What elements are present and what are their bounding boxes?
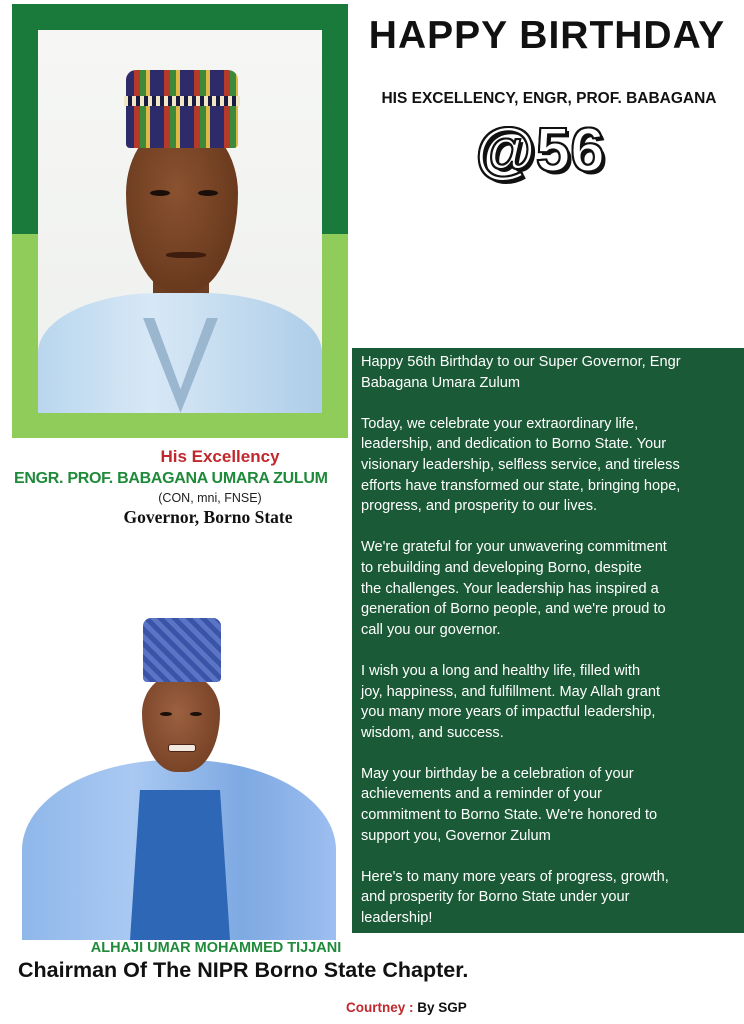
headline-age: @56 [475,116,605,185]
portrait-eye [160,712,172,716]
portrait-eye [150,190,170,196]
courtesy-label: Courtney : [346,1000,418,1015]
portrait-mouth [168,744,196,752]
portrait-mouth [166,252,206,258]
governor-honorific: His Excellency [160,447,280,466]
portrait-face [142,674,220,772]
sender-name: ALHAJI UMAR MOHAMMED TIJJANI [90,940,342,956]
sender-title: Chairman Of The NIPR Borno State Chapter. [18,958,469,982]
headline-title: HAPPY BIRTHDAY [368,14,726,57]
message-paragraph: Happy 56th Birthday to our Super Governor, Engr Babagana Umara Zulum [361,354,681,391]
message-paragraph: May your birthday be a celebration of your achievements and a reminder of your commitment to Borno State. We're honored to support you, Governor Zulum [361,765,658,844]
sender-portrait [22,612,336,940]
portrait-eye [190,712,202,716]
governor-portrait [38,30,322,413]
birthday-message-panel [352,348,744,933]
portrait-cap [143,618,221,682]
governor-role: Governor, Borno State [123,507,293,527]
governor-name: ENGR. PROF. BABAGANA UMARA ZULUM [14,470,328,487]
governor-honors: (CON, mni, FNSE) [158,491,262,505]
headline-subtitle: HIS EXCELLENCY, ENGR, PROF. BABAGANA [381,90,717,107]
courtesy-line [346,1000,546,1015]
message-paragraph: Today, we celebrate your extraordinary life, leadership, and dedication to Borno State. Your visionary leadership, selfless service, and tireless efforts have transformed our state, bringing hope, progress, and prosperity to our lives. [361,415,681,515]
message-paragraph: I wish you a long and healthy life, filled with joy, happiness, and fulfillment. May Allah grant you many more years of impactful leadership, wisdom, and success. [361,662,661,741]
courtesy-value: By SGP [417,1000,467,1015]
portrait-inner-garment [130,790,230,940]
portrait-eye [198,190,218,196]
message-paragraph: We're grateful for your unwavering commitment to rebuilding and developing Borno, despite the challenges. Your leadership has inspired a generation of Borno people, and we're proud to call you our governor. [361,539,667,638]
portrait-cap [126,70,238,148]
message-paragraph: Here's to many more years of progress, growth, and prosperity for Borno State under your leadership! [361,868,669,927]
